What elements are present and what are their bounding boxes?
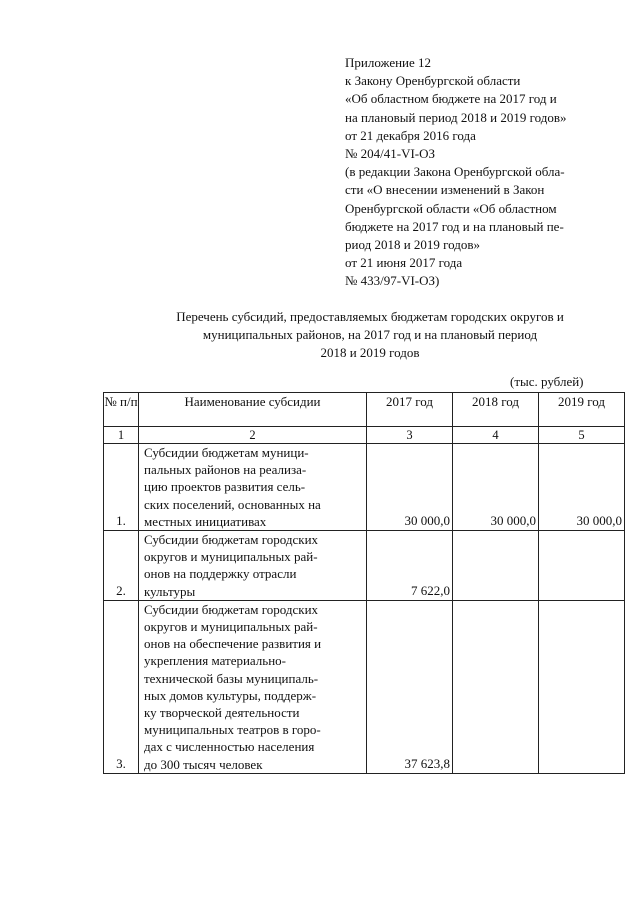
subsidy-name-line: местных инициативах [144, 513, 267, 529]
subsidy-name-line: онов на поддержку отрасли [144, 566, 297, 582]
amount-2019: 30 000,0 [539, 444, 625, 531]
header-name: Наименование субсидии [139, 393, 367, 427]
subsidy-name-line: дах с численностью населения [144, 739, 315, 755]
subsidy-name-line: округов и муниципальных рай- [144, 619, 318, 635]
column-number: 3 [367, 427, 453, 444]
appendix-line: сти «О внесении изменений в Закон [345, 182, 545, 198]
amount-2017: 7 622,0 [367, 531, 453, 601]
appendix-line: № 204/41-VI-ОЗ [345, 146, 436, 162]
header-2018: 2018 год [453, 393, 539, 427]
subsidy-name-line: Субсидии бюджетам городских [144, 601, 319, 617]
amount-2018 [453, 600, 539, 773]
subsidy-name-line: ных домов культуры, поддерж- [144, 687, 317, 703]
amount-2019 [539, 531, 625, 601]
header-2017: 2017 год [367, 393, 453, 427]
column-number: 1 [104, 427, 139, 444]
header-2019: 2019 год [539, 393, 625, 427]
appendix-line: бюджете на 2017 год и на плановый пе- [345, 218, 564, 234]
units-label: (тыс. рублей) [510, 374, 584, 389]
subsidy-name-line: муниципальных театров в горо- [144, 722, 321, 738]
amount-2017: 37 623,8 [367, 600, 453, 773]
amount-2018: 30 000,0 [453, 444, 539, 531]
column-number: 5 [539, 427, 625, 444]
appendix-header [345, 54, 625, 291]
column-number-row [104, 427, 625, 444]
appendix-line: Оренбургской области «Об областном [345, 200, 557, 216]
subsidy-name-line: ских поселений, основанных на [144, 496, 321, 512]
subsidy-name [139, 444, 367, 531]
subsidy-name-line: пальных районов на реализа- [144, 462, 307, 478]
amount-2017: 30 000,0 [367, 444, 453, 531]
appendix-line: № 433/97-VI-ОЗ) [345, 273, 440, 289]
column-number: 2 [139, 427, 367, 444]
row-number: 3. [104, 600, 139, 773]
title-line: муниципальных районов, на 2017 год и на плановый период [202, 327, 538, 342]
subsidy-name-line: онов на обеспечение развития и [144, 636, 322, 652]
table-row [104, 444, 625, 531]
appendix-line: Приложение 12 [345, 55, 432, 70]
appendix-line: на плановый период 2018 и 2019 годов» [345, 109, 567, 125]
row-number: 1. [104, 444, 139, 531]
appendix-line: к Закону Оренбургской области [345, 73, 521, 89]
appendix-line: риод 2018 и 2019 годов» [345, 237, 481, 253]
table-row [104, 531, 625, 601]
appendix-line: от 21 декабря 2016 года [345, 127, 476, 143]
table-header-row [104, 393, 625, 427]
appendix-line: «Об областном бюджете на 2017 год и [345, 91, 557, 107]
subsidy-name-line: Субсидии бюджетам муници- [144, 445, 309, 460]
amount-2018 [453, 531, 539, 601]
table-row [104, 600, 625, 773]
header-number: № п/п [104, 393, 139, 427]
subsidy-name-line: Субсидии бюджетам городских [144, 532, 319, 548]
row-number: 2. [104, 531, 139, 601]
title-line: Перечень субсидий, предоставляемых бюджетам городских округов и [176, 309, 564, 324]
subsidy-name-line: цию проектов развития сель- [144, 479, 306, 495]
subsidy-name-line: укрепления материально- [144, 653, 287, 669]
subsidies-table [103, 392, 625, 774]
subsidy-name [139, 531, 367, 601]
subsidy-name [139, 600, 367, 773]
column-number: 4 [453, 427, 539, 444]
appendix-line: от 21 июня 2017 года [345, 255, 463, 271]
appendix-line: (в редакции Закона Оренбургской обла- [345, 164, 565, 180]
subsidy-name-line: до 300 тысяч человек [144, 756, 263, 772]
subsidy-name-line: культуры [144, 583, 196, 599]
title-line: 2018 и 2019 годов [320, 345, 420, 360]
subsidy-name-line: ку творческой деятельности [144, 705, 300, 721]
subsidy-name-line: технической базы муниципаль- [144, 670, 319, 686]
amount-2019 [539, 600, 625, 773]
document-title [120, 308, 620, 362]
subsidy-name-line: округов и муниципальных рай- [144, 549, 318, 565]
